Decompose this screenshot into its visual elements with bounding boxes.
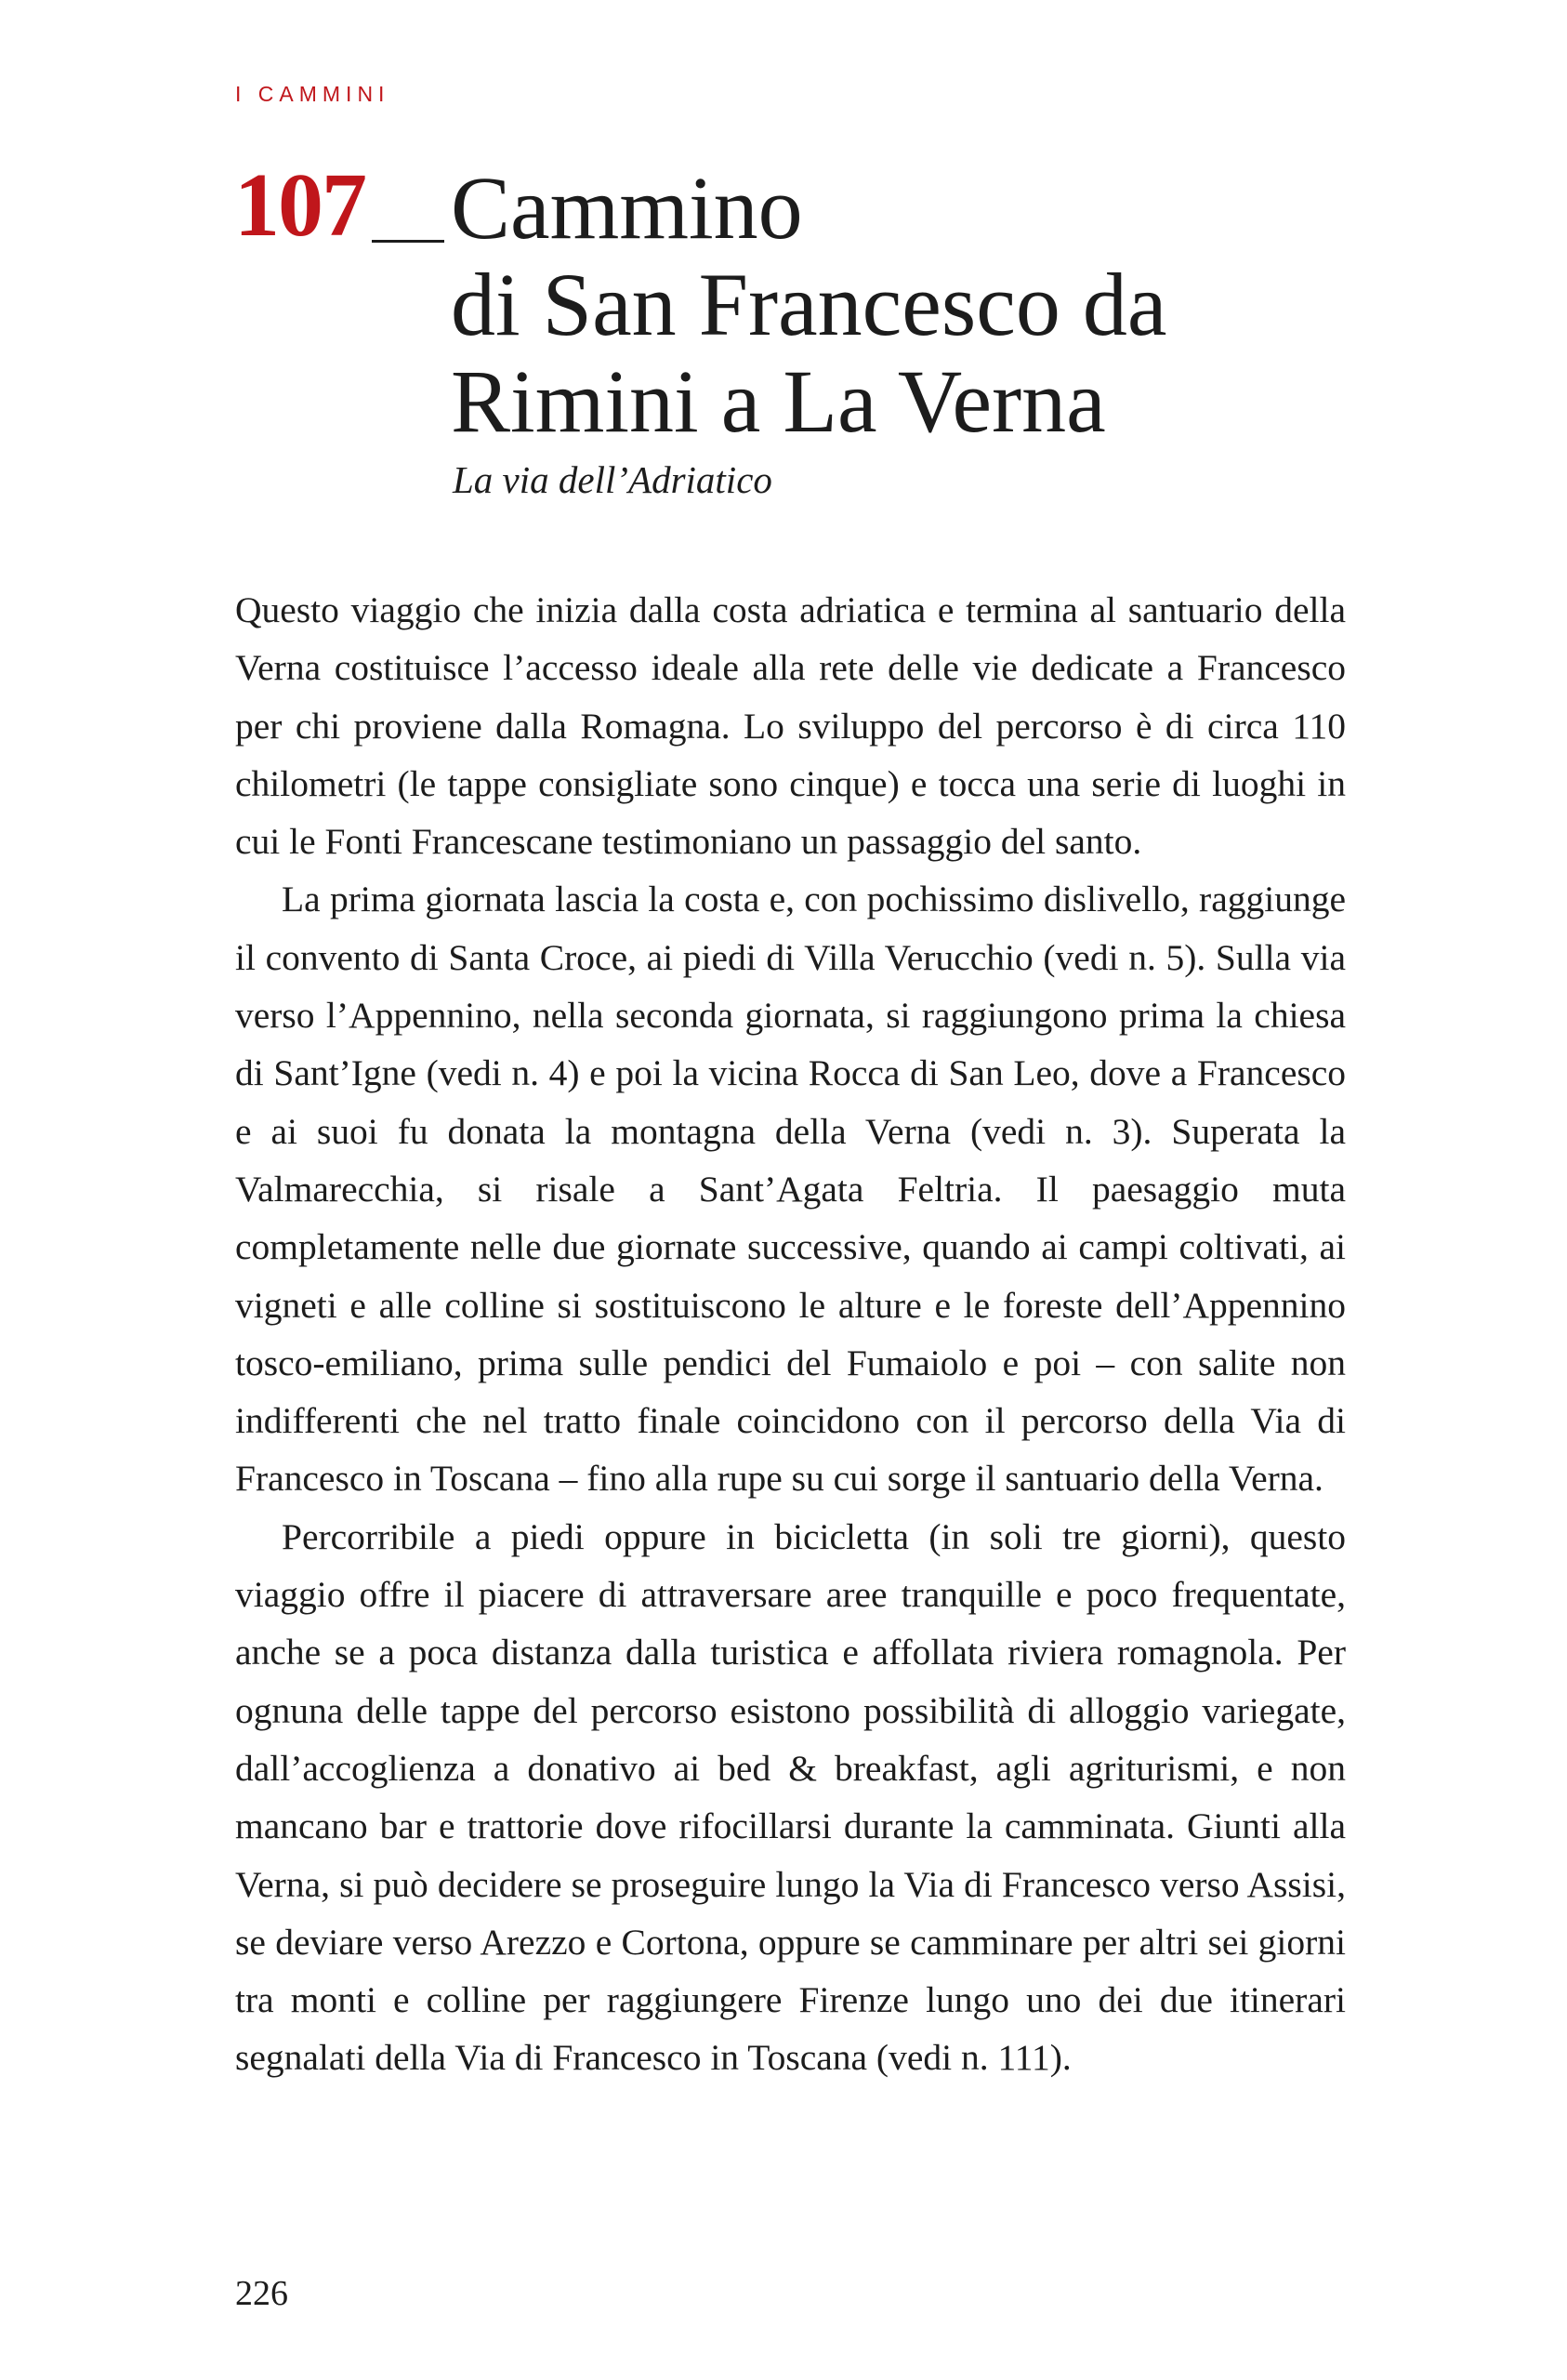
page-number: 226	[235, 2274, 288, 2313]
chapter-subtitle: La via dell’Adriatico	[453, 458, 772, 501]
chapter-title-line: Cammino	[451, 158, 803, 258]
body-text	[235, 581, 1346, 2087]
chapter-title-line: di San Francesco da	[451, 255, 1167, 354]
paragraph: La prima giornata lascia la costa e, con pochissimo dislivello, raggiunge il convento di Santa Croce, ai piedi di Villa Verucchio (vedi n. 5). Sulla via verso l’Appennino, nella seconda giornata, si raggiungono prima la chiesa di Sant’Igne (vedi n. 4) e poi la vicina Rocca di San Leo, dove a Francesco e ai suoi fu donata la montagna della Verna (vedi n. 3). Superata la Valmarecchia, si risale a Sant’Agata Feltria. Il paesaggio muta completamente nelle due giornate successive, quando ai campi coltivati, ai vigneti e alle colline si sostituiscono le alture e le foreste dell’Appennino tosco-emiliano, prima sulle pendici del Fumaiolo e poi – con salite non indifferenti che nel tratto finale coincidono con il percorso della Via di Francesco in Toscana – fino alla rupe su cui sorge il santuario della Verna.	[235, 879, 1346, 1500]
running-head: I CAMMINI	[235, 82, 390, 106]
title-rule	[372, 240, 444, 243]
paragraph: Questo viaggio che inizia dalla costa adriatica e termina al santuario della Verna costituisce l’accesso ideale alla rete delle vie dedicate a Francesco per chi proviene dalla Romagna. Lo sviluppo del percorso è di circa 110 chilometri (le tappe consigliate sono cinque) e tocca una serie di luoghi in cui le Fonti Francescane testimoniano un passaggio del santo.	[235, 589, 1346, 863]
chapter-title-line: Rimini a La Verna	[451, 351, 1106, 451]
paragraph: Percorribile a piedi oppure in bicicletta (in soli tre giorni), questo viaggio offre il piacere di attraversare aree tranquille e poco frequentate, anche se a poca distanza dalla turistica e affollata riviera romagnola. Per ognuna delle tappe del percorso esistono possibilità di alloggio variegate, dall’accoglienza a donativo ai bed & breakfast, agli agriturismi, e non mancano bar e trattorie dove rifocillarsi durante la camminata. Giunti alla Verna, si può decidere se proseguire lungo la Via di Francesco verso Assisi, se deviare verso Arezzo e Cortona, oppure se camminare per altri sei giorni tra monti e colline per raggiungere Firenze lungo uno dei due itinerari segnalati della Via di Francesco in Toscana (vedi n. 111).	[235, 1515, 1346, 2079]
chapter-number: 107	[234, 155, 365, 256]
chapter-title	[451, 160, 1166, 450]
